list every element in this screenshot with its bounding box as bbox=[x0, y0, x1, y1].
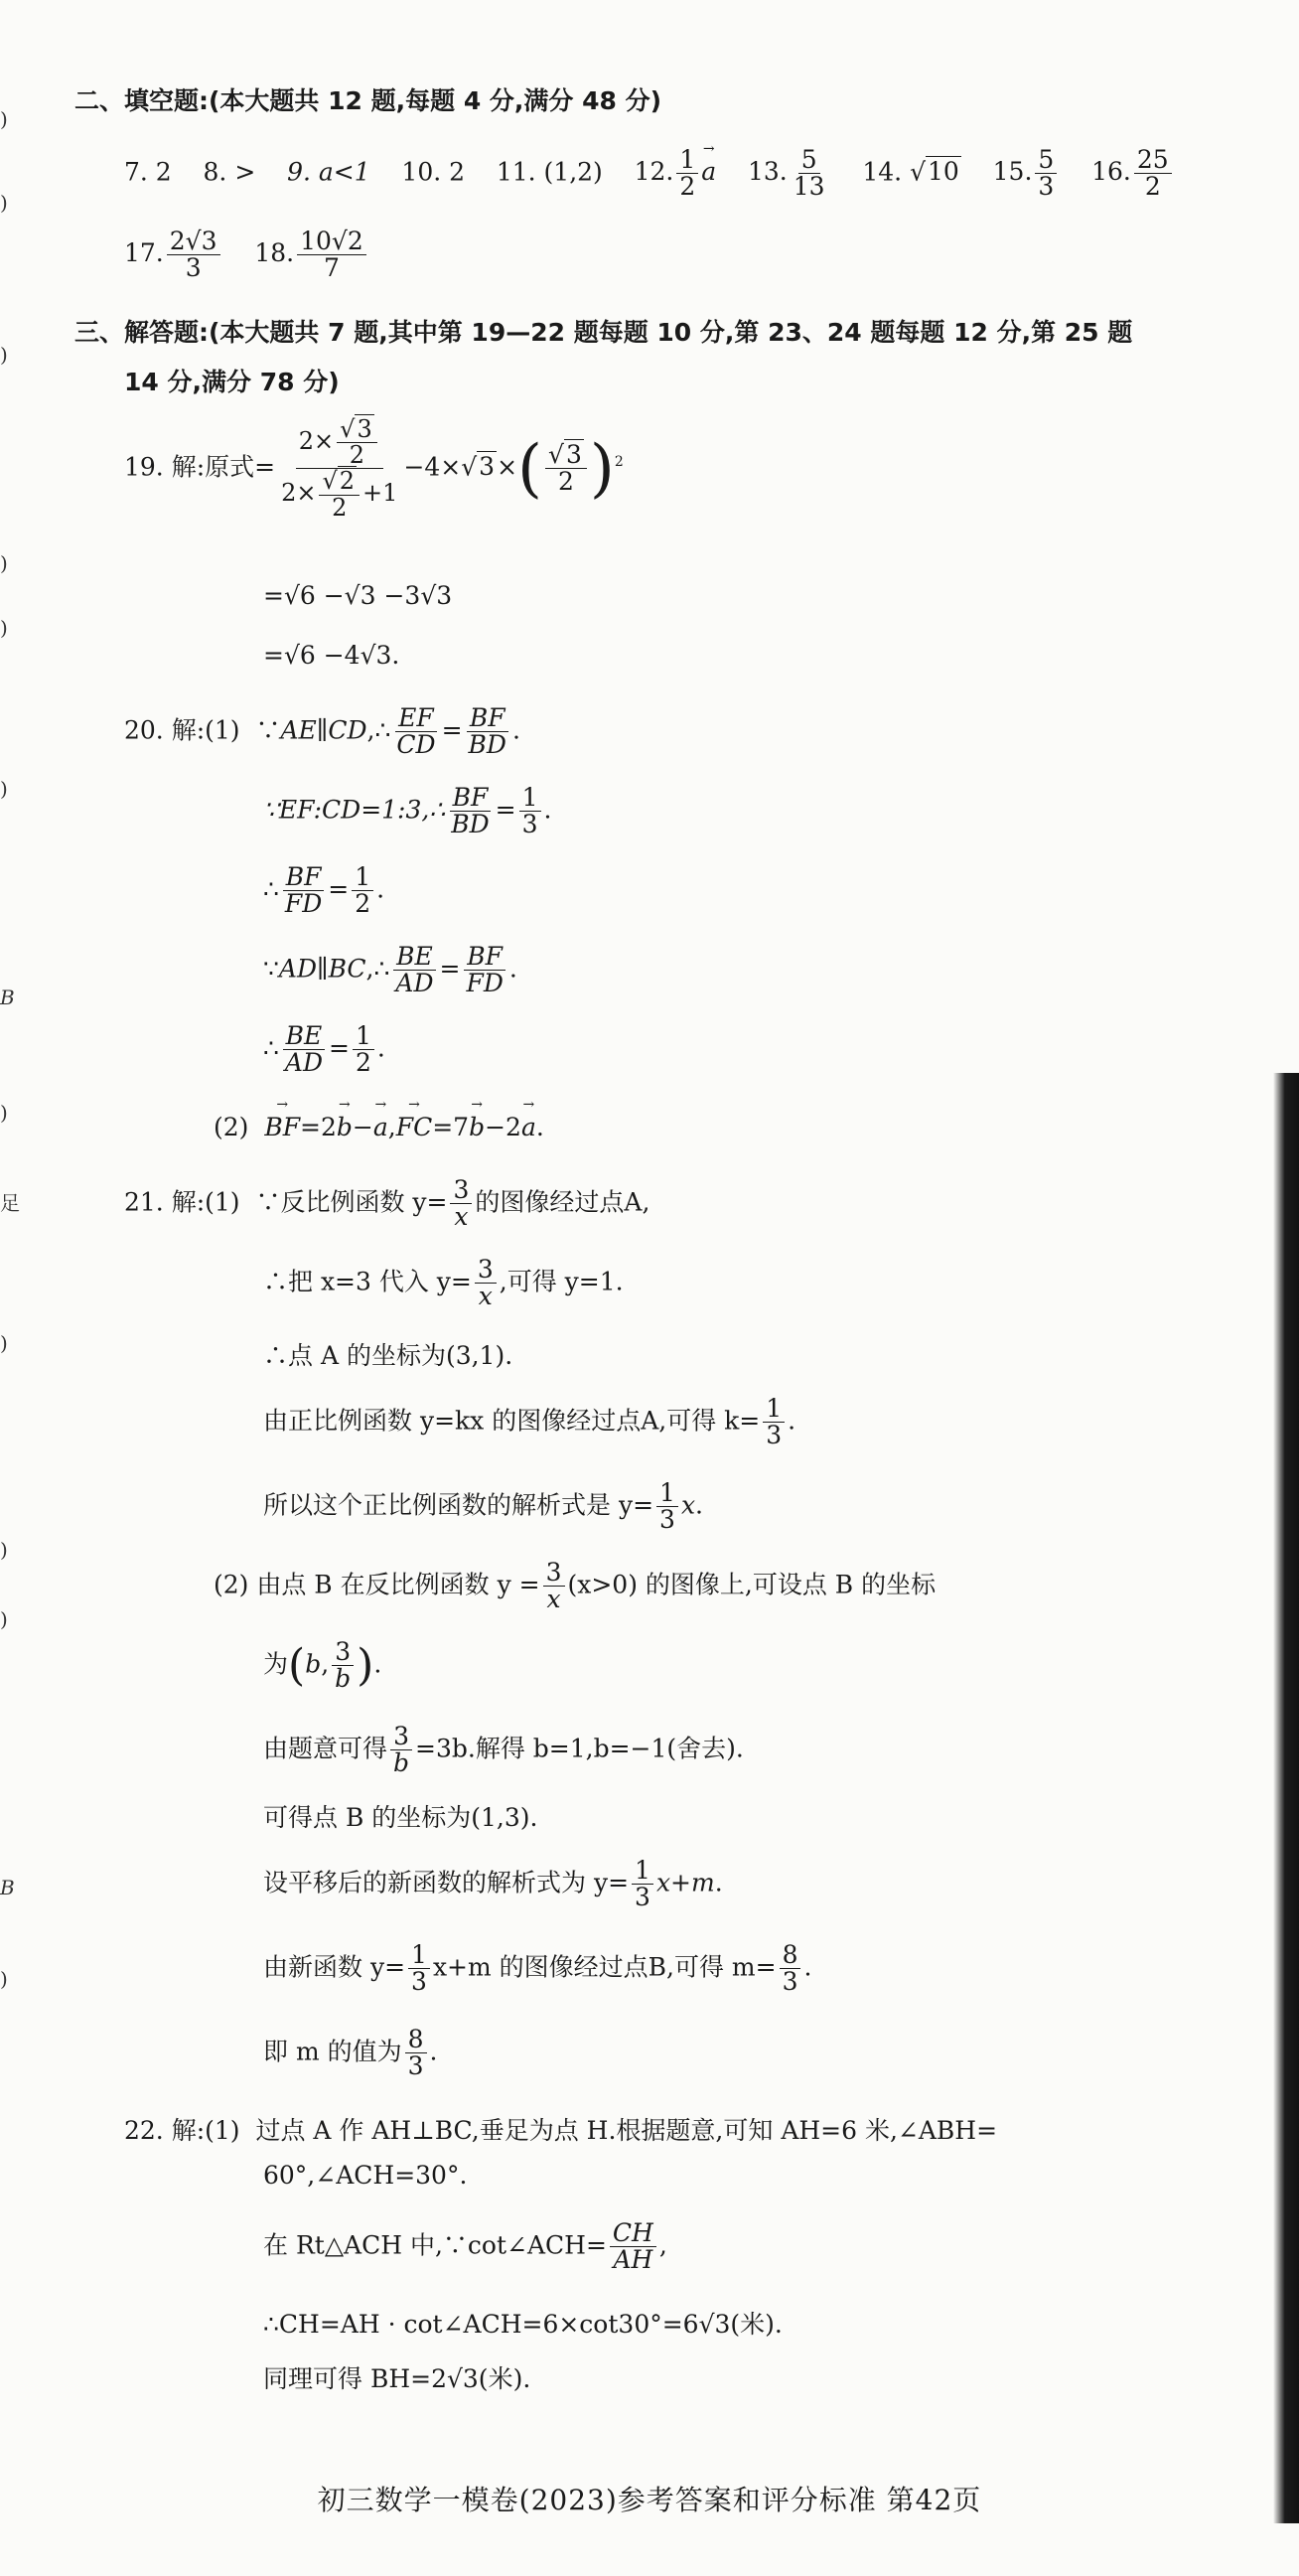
answer-8: 8. > bbox=[203, 157, 256, 187]
q20-label: 20. 解:(1) bbox=[124, 715, 240, 745]
edge-mark: ) bbox=[0, 551, 8, 575]
q22-line-4: ∴CH=AH · cot∠ACH=6×cot30°=6√3(米). bbox=[263, 2310, 783, 2339]
answer-9: 9. a<1 bbox=[287, 157, 370, 187]
q21-line-4: 由正比例函数 y=kx 的图像经过点A,可得 k= $\frac{1}{3}$ . bbox=[263, 1394, 796, 1450]
edge-mark: ) bbox=[0, 616, 8, 640]
answer-18: 18. $\frac{10√2}{7}$ bbox=[254, 238, 368, 267]
edge-mark: ) bbox=[0, 343, 8, 367]
answer-14: 14. √10 bbox=[862, 157, 959, 187]
page-footer: 初三数学一模卷(2023)参考答案和评分标准 第42页 bbox=[317, 2484, 982, 2516]
q22-line-5: 同理可得 BH=2√3(米). bbox=[263, 2364, 531, 2393]
scan-edge-shadow bbox=[1273, 1073, 1299, 2523]
q21-line-10: 设平移后的新函数的解析式为 y= $\frac{1}{3}$ x+m. bbox=[263, 1856, 723, 1912]
q21-line-9: 可得点 B 的坐标为(1,3). bbox=[263, 1803, 538, 1832]
section-3-title-line-1: 三、解答题:(本大题共 7 题,其中第 19—22 题每题 10 分,第 23、24 题每题 12 分,第 25 题 bbox=[74, 318, 1133, 347]
edge-mark: 足 bbox=[0, 1191, 20, 1215]
q22-label: 22. 解:(1) bbox=[124, 2116, 240, 2145]
q20-line-3: ∴ $\frac{BF}{FD}$ = $\frac{1}{2}$ . bbox=[263, 862, 385, 919]
edge-mark: ) bbox=[0, 777, 8, 801]
q19-step-1: =√6 −√3 −3√3 bbox=[263, 581, 453, 610]
edge-mark: ) bbox=[0, 1101, 8, 1125]
q21-line-7: 为(b, $\frac{3}{b}$ ). bbox=[263, 1637, 382, 1694]
q20-line-1: 20. 解:(1) ∵AE∥CD,∴ $\frac{EF}{CD}$ = $\frac{BF}{BD}$ . bbox=[124, 703, 520, 760]
q21-line-6: (2) 由点 B 在反比例函数 y = $\frac{3}{x}$ (x>0) 的图像上,可设点 B 的坐标 bbox=[214, 1558, 937, 1614]
section-2-title: 二、填空题:(本大题共 12 题,每题 4 分,满分 48 分) bbox=[74, 86, 662, 115]
q20-line-5: ∴ $\frac{BE}{AD}$ = $\frac{1}{2}$ . bbox=[263, 1021, 385, 1078]
q19-formula: 19. 解:原式= 2× $\frac{√3}{2}$ 2× $\frac{√2}{2}$ +1 −4×√3×( $\frac{√3}{2}$ )$^2$ bbox=[124, 415, 624, 522]
q20-line-2: ∵EF:CD=1:3,∴ $\frac{BF}{BD}$ = $\frac{1}{3}$ . bbox=[263, 783, 552, 839]
q20-line-4: ∵AD∥BC,∴ $\frac{BE}{AD}$ = $\frac{BF}{FD}$ . bbox=[263, 942, 517, 998]
answer-11: 11. (1,2) bbox=[496, 157, 603, 187]
q21-line-2: ∴把 x=3 代入 y= $\frac{3}{x}$ ,可得 y=1. bbox=[263, 1255, 624, 1311]
answer-15: 15. $\frac{5}{3}$ bbox=[993, 157, 1061, 186]
q22-line-3: 在 Rt△ACH 中,∵cot∠ACH= $\frac{CH}{AH}$ , bbox=[263, 2218, 667, 2275]
edge-mark: ) bbox=[0, 191, 8, 215]
answer-16: 16. $\frac{25}{2}$ bbox=[1091, 157, 1175, 186]
fill-answers-row-2 bbox=[124, 228, 369, 282]
q22-line-2: 60°,∠ACH=30°. bbox=[263, 2161, 468, 2190]
answer-13: 13. $\frac{5}{13}$ bbox=[748, 145, 825, 202]
q21-line-5: 所以这个正比例函数的解析式是 y= $\frac{1}{3}$ x. bbox=[263, 1478, 703, 1535]
section-3-title-line-2: 14 分,满分 78 分) bbox=[124, 368, 340, 396]
answer-7: 7. 2 bbox=[124, 157, 172, 187]
edge-mark: ) bbox=[0, 1538, 8, 1562]
answer-10: 10. 2 bbox=[401, 157, 466, 187]
edge-mark: ) bbox=[0, 1331, 8, 1355]
q22-line-1: 22. 解:(1) 过点 A 作 AH⊥BC,垂足为点 H.根据题意,可知 AH=6 米,∠ABH= bbox=[124, 2116, 998, 2145]
q21-line-1: 21. 解:(1) ∵反比例函数 y= $\frac{3}{x}$ 的图像经过点A, bbox=[124, 1175, 650, 1232]
q20-line-6: (2) → BF=2→ b−→ a,→ FC=7→ b−2→ a. bbox=[214, 1113, 544, 1141]
q19-label: 19. 解:原式= bbox=[124, 452, 276, 482]
answer-17: 17. $\frac{2√3}{3}$ bbox=[124, 238, 223, 267]
q21-line-11: 由新函数 y= $\frac{1}{3}$ x+m 的图像经过点B,可得 m= $\frac{8}{3}$ . bbox=[263, 1940, 812, 1997]
q21-line-8: 由题意可得 $\frac{3}{b}$ =3b.解得 b=1,b=−1(舍去). bbox=[263, 1722, 744, 1778]
q19-step-2: =√6 −4√3. bbox=[263, 641, 400, 670]
q21-line-3: ∴点 A 的坐标为(3,1). bbox=[263, 1341, 513, 1370]
q21-line-12: 即 m 的值为 $\frac{8}{3}$ . bbox=[263, 2025, 438, 2081]
edge-mark: B bbox=[0, 1876, 15, 1899]
edge-mark: ) bbox=[0, 107, 8, 131]
answer-12: 12. $\frac{1}{2}$ → a bbox=[635, 157, 717, 186]
q21-label: 21. 解:(1) bbox=[124, 1187, 240, 1217]
edge-mark: ) bbox=[0, 1967, 8, 1991]
edge-mark: B bbox=[0, 985, 15, 1009]
edge-mark: ) bbox=[0, 1607, 8, 1631]
fill-answers-row-1 bbox=[124, 147, 1175, 201]
